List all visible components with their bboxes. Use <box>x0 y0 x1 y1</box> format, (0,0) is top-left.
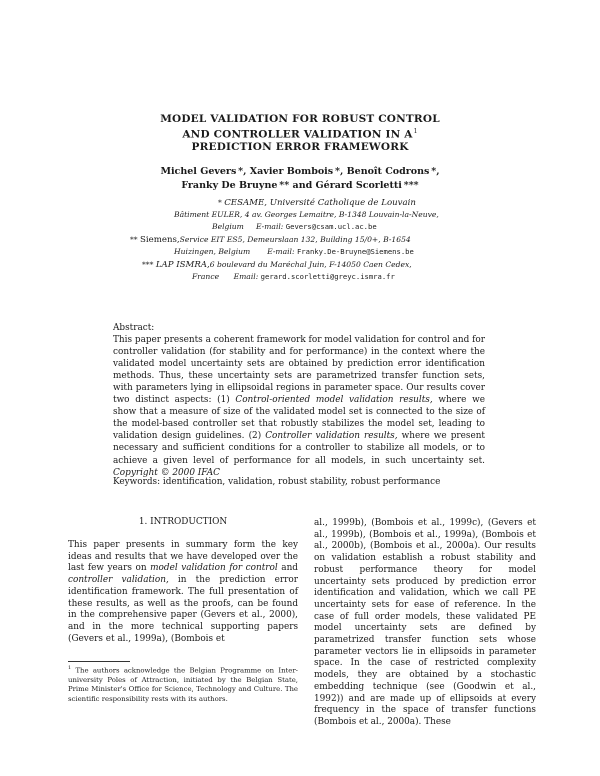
abstract-emphasis-2: Controller validation results, <box>265 431 398 442</box>
intro-emphasis-2: controller validation, <box>68 575 169 586</box>
title-line-3: PREDICTION ERROR FRAMEWORK <box>191 140 409 153</box>
intro-text-3: in the prediction error identification framework. The full presentation of these results, as well as the proofs, can be found in the comprehensive paper (Gevers et al., 2000), and in the more technical supporting papers (Gevers et al., 1999a), (Bombois et <box>68 575 298 644</box>
affiliation-1-email: Gevers@csam.ucl.ac.be <box>285 222 377 231</box>
affiliation-3-address: 6 boulevard du Maréchal Juin, F-14050 Caen Cedex, <box>209 260 412 269</box>
footnote-rule <box>68 661 130 662</box>
abstract-text-1: This paper presents a coherent framework for model validation for control and for controller validation (for stability and for performance) in the context where the validated model uncertainty sets are obtained by prediction error identification methods. Thus, these uncertainty sets are parametrized transfer function sets, with parameters lying in ellipsoidal regions in parameter space. Our results cover two distinct aspects: (1) <box>113 335 485 406</box>
affiliation-3-marker: *** <box>142 260 154 269</box>
affiliation-3-name: LAP ISMRA, <box>155 260 210 270</box>
affiliation-2-email-label: E-mail: <box>267 247 295 256</box>
affiliation-3 <box>130 259 470 283</box>
abstract <box>113 322 485 479</box>
abstract-label: Abstract: <box>113 323 155 333</box>
abstract-text-3: where we present necessary and sufficient conditions for a controller to stabilize all models, or to achieve a given level of performance for all models, in such uncertainty set. <box>113 431 485 466</box>
affiliation-1-email-label: E-mail: <box>255 222 284 231</box>
intro-column-2: al., 1999b), (Bombois et al., 1999c), (Gevers et al., 1999b), (Bombois et al., 1999a), (Bombois et al., 2000b), (Bombois et al., 2000a). Our results on validation establish a robust stability and robust performance theory for model uncertainty sets produced by prediction error identification and validation, which we call PE uncertainty sets for ease of reference. In the case of full order models, these validated PE model uncertainty sets are defined by parametrized transfer function sets whose parameter vectors lie in ellipsoids in parameter space. In the case of restricted complexity models, they are obtained by a stochastic embedding technique (see (Goodwin et al., 1992)) and are made up of ellipsoids at every frequency in the space of transfer functions (Bombois et al., 2000a). These <box>314 518 536 727</box>
intro-column-1 <box>68 540 298 645</box>
abstract-emphasis-1: Control-oriented model validation results, <box>235 395 433 406</box>
authors-line-1: Michel Gevers *, Xavier Bombois *, Benoît Codrons *, <box>160 166 440 177</box>
affiliation-3-country: France <box>192 272 220 281</box>
paper-title <box>120 113 480 153</box>
abstract-body <box>113 334 485 479</box>
authors-line-2: Franky De Bruyne ** and Gérard Scorletti *** <box>181 180 419 191</box>
title-line-2-text: AND CONTROLLER VALIDATION IN A <box>182 128 413 140</box>
abstract-copyright: Copyright © 2000 IFAC <box>113 467 220 478</box>
title-line-1: MODEL VALIDATION FOR ROBUST CONTROL <box>160 113 440 125</box>
affiliation-2-address: Service EIT ES5, Demeurslaan 132, Building 15/0+, B-1654 <box>179 235 411 244</box>
affiliation-1-address: Bâtiment EULER, 4 av. Georges Lemaitre, B-1348 Louvain-la-Neuve, <box>174 210 439 219</box>
title-footnote-mark: 1 <box>413 127 418 135</box>
footnote-text: The authors acknowledge the Belgian Programme on Inter-university Poles of Attraction, initiated by the Belgian State, Prime Minister's Office for Science, Technology and Culture. The scientific responsibility rests with its authors. <box>68 666 298 704</box>
intro-text-2: and <box>277 563 298 574</box>
affiliation-1-country: Belgium <box>212 222 244 231</box>
affiliation-2-country: Huizingen, Belgium <box>174 247 251 256</box>
intro-text-1: This paper presents in summary form the key ideas and results that we have developed over the last few years on <box>68 540 298 574</box>
affiliation-1-marker: * <box>218 198 222 207</box>
affiliation-3-email: gerard.scorletti@greyc.ismra.fr <box>260 272 395 281</box>
affiliation-2-name: Siemens, <box>140 235 180 245</box>
footnote-marker: 1 <box>68 665 72 671</box>
intro-emphasis-1: model validation for control <box>150 563 278 574</box>
affiliation-2 <box>130 234 470 258</box>
keywords: Keywords: identification, validation, robust stability, robust performance <box>113 477 441 487</box>
affiliation-2-marker: ** <box>130 235 138 244</box>
title-line-2 <box>120 126 480 141</box>
author-list <box>120 165 480 193</box>
footnote <box>68 664 298 705</box>
affiliation-2-email: Franky.De-Bruyne@Siemens.be <box>296 247 414 256</box>
affiliation-3-email-label: Email: <box>233 272 259 281</box>
abstract-text-2: where we show that a measure of size of the validated model set is connected to the size of the model-based controller set that robustly stabilizes the model set, leading to validation design guidelines. (2) <box>113 395 485 442</box>
affiliation-1-name: CESAME, Université Catholique de Louvain <box>224 198 416 208</box>
section-heading-introduction: 1. INTRODUCTION <box>138 517 228 527</box>
affiliation-1 <box>130 197 470 233</box>
